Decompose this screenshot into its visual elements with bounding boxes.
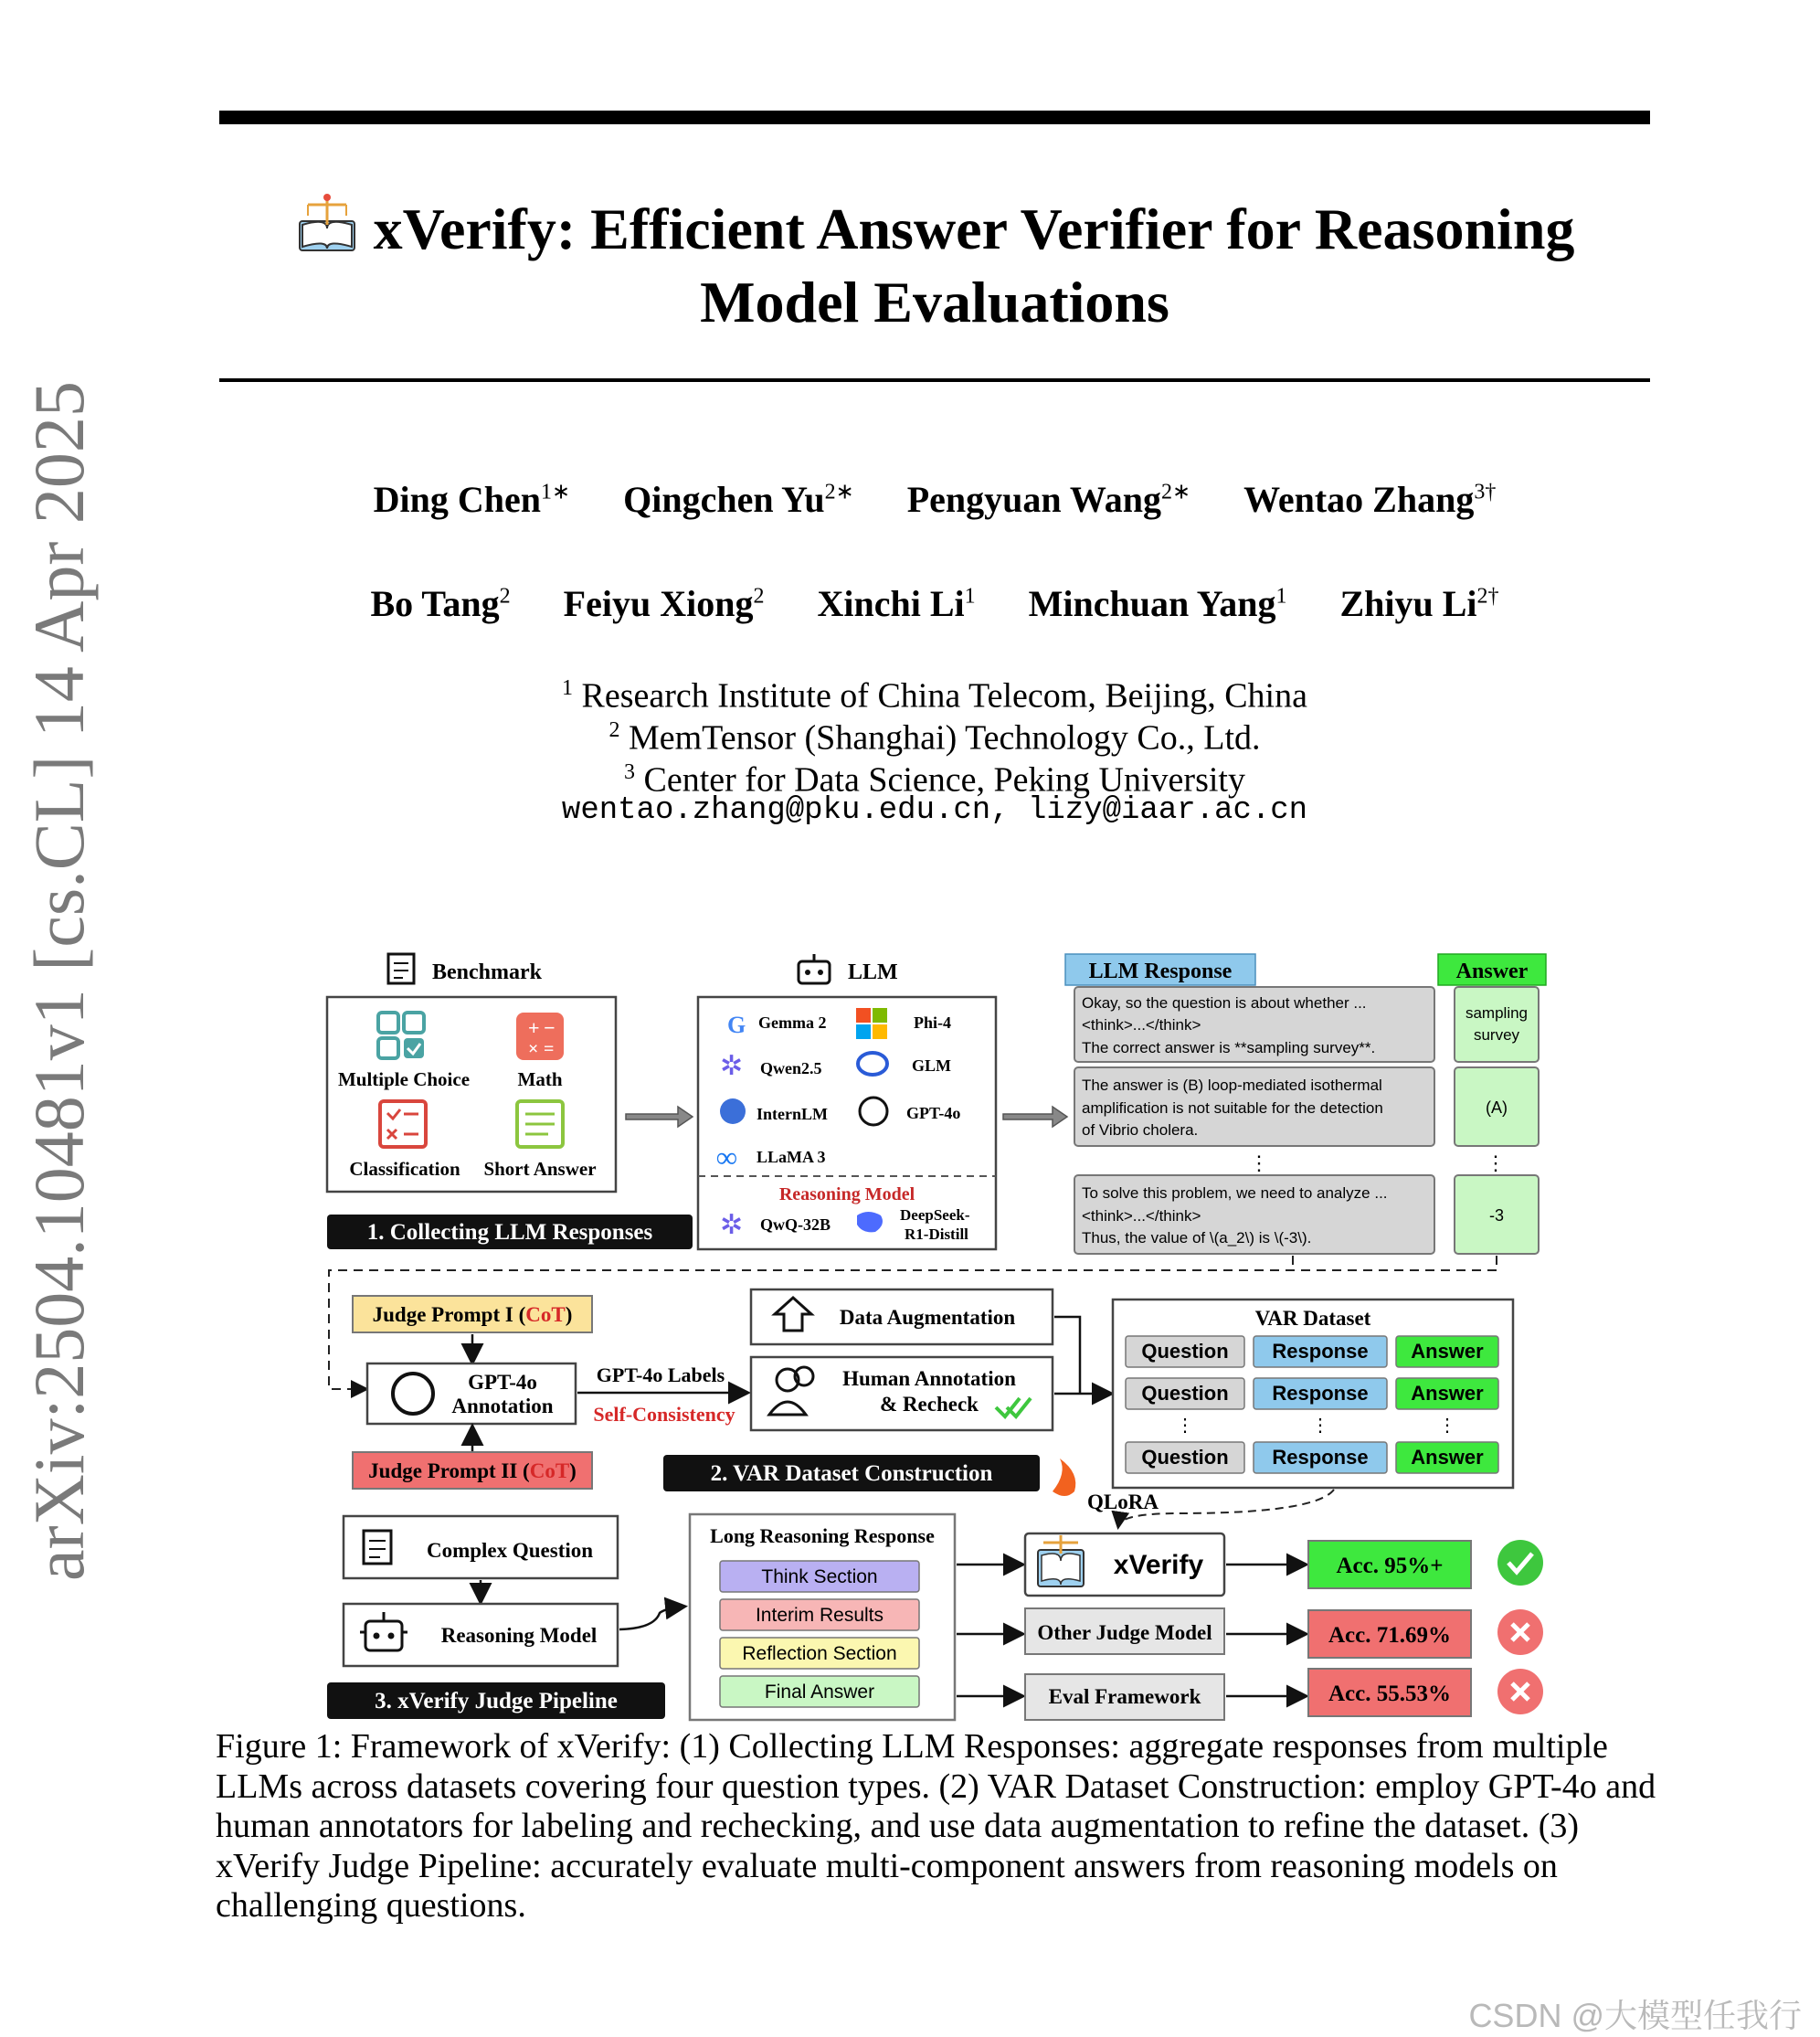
accuracy-xverify: Acc. 95%+ [1336,1554,1444,1578]
meta-icon: ∞ [716,1141,737,1173]
llm-deepseek-2: R1-Distill [905,1225,968,1243]
fire-icon [1053,1459,1075,1496]
qlora-label: QLoRA [1087,1491,1159,1513]
judge-xverify: xVerify [1113,1550,1204,1580]
llm-header: LLM [848,960,898,984]
svg-text:Answer: Answer [1411,1340,1484,1363]
benchmark-icon [388,954,414,983]
svg-text:-3: -3 [1488,1206,1505,1225]
reasoning-model: Reasoning Model [440,1624,598,1647]
benchmark-classification: Classification [349,1158,460,1180]
affiliation: $^2$ MemTensor (Shanghai) Technology Co., Ltd. [608,718,1261,758]
llm-internlm: InternLM [757,1105,828,1123]
author: Qingchen $Yu^{2∗}$ [623,479,854,520]
svg-text:Response: Response [1272,1340,1369,1363]
answer-ellipsis: ⋮ [1486,1151,1506,1174]
svg-text:(A): (A) [1486,1098,1508,1117]
response-row [1074,987,1539,1062]
judge-prompt-1: Judge Prompt I (CoT) [372,1303,573,1326]
svg-text:of Vibrio cholera.: of Vibrio cholera. [1082,1121,1199,1139]
svg-text:=: = [544,1039,555,1059]
svg-text:The answer is (B) loop-mediate: The answer is (B) loop-mediated isothermal [1082,1077,1382,1094]
llm-gemma: Gemma 2 [758,1013,827,1032]
svg-text:+: + [528,1016,540,1039]
llm-gpt4o: GPT-4o [906,1104,961,1122]
svg-text:Answer: Answer [1411,1446,1484,1469]
author: Pengyuan Wang$^{2∗}$ [906,479,1191,520]
complex-question: Complex Question [426,1539,594,1562]
author: Zhiyu $Li^{2\dagger}$ [1339,583,1499,624]
svg-text:<think>...</think>: <think>...</think> [1082,1207,1201,1225]
data-augmentation: Data Augmentation [839,1306,1016,1329]
title-line-2: Model Evaluations [700,270,1169,334]
gpt-annotation-line-1: GPT-4o [468,1371,537,1394]
author: Bo Tang$^2$ [370,583,511,624]
gpt-annotation-line-2: Annotation [451,1395,554,1417]
var-ellipsis: ⋮ [1311,1416,1329,1436]
svg-text:To solve this problem, we need: To solve this problem, we need to analyze ... [1082,1184,1388,1202]
qwen-icon: ✲ [720,1051,744,1081]
author: Feiyu Xiong$^2$ [563,583,765,624]
llm-response-header: LLM Response [1088,960,1233,983]
figure-caption: Figure 1: Framework of xVerify: (1) Collecting LLM Responses: aggregate responses from multiple LLMs across datasets covering four question types. (2) VAR Dataset Construction: employ GPT-4o and human annotators for labeling and rechecking, and use data augmentation to refine the dataset. (3) xVerify Judge Pipeline: accurately evaluate multi-component answers from reasoning models on challenging questions. [216,1727,1656,1925]
cross-icon [1497,1669,1543,1714]
var-dataset-title: VAR Dataset [1254,1307,1371,1330]
benchmark-multiple-choice: Multiple Choice [337,1068,471,1090]
google-icon: G [727,1012,746,1038]
long-response-title: Long Reasoning Response [710,1524,935,1547]
internlm-icon [720,1098,746,1124]
svg-text:×: × [528,1039,539,1059]
cross-icon [1497,1609,1543,1655]
section-think: Think Section [761,1566,878,1587]
svg-text:The correct answer is **sampl: The correct answer is **sampling survey**. [1082,1039,1376,1056]
arrow-icon [619,1607,683,1629]
title-line-1: xVerify: Efficient Answer Verifier for Reasoning [373,196,1575,261]
arrow-icon [1054,1317,1110,1394]
svg-text:Question: Question [1141,1340,1229,1363]
benchmark-math: Math [517,1068,563,1090]
var-row [1126,1442,1498,1473]
svg-text:Response: Response [1272,1382,1369,1405]
response-row [1074,1175,1539,1254]
var-row [1126,1378,1498,1409]
judge-eval-framework: Eval Framework [1048,1685,1201,1708]
svg-text:Question: Question [1141,1382,1229,1405]
stage-1-label: 1. Collecting LLM Responses [366,1220,653,1245]
var-ellipsis: ⋮ [1438,1416,1456,1436]
svg-text:Answer: Answer [1411,1382,1484,1405]
section-interim: Interim Results [755,1605,884,1626]
author: Xinchi Li$^1$ [817,583,976,624]
affiliation: $^3$ Center for Data Science, Peking University [624,760,1245,800]
svg-text:survey: survey [1473,1026,1520,1044]
accuracy-other-judge: Acc. 71.69% [1328,1623,1451,1648]
self-consistency: Self-Consistency [593,1403,735,1426]
svg-text:−: − [544,1016,556,1039]
reasoning-model-title: Reasoning Model [778,1184,915,1204]
var-ellipsis: ⋮ [1176,1416,1194,1436]
svg-text:sampling: sampling [1465,1004,1529,1022]
watermark: CSDN @大模型任我行 [1468,1997,1802,2034]
author: Wentao Zhang$^{3\dagger}$ [1243,479,1497,520]
math-icon [516,1013,564,1060]
svg-text:amplification is not suitable: amplification is not suitable for the detection [1082,1099,1383,1117]
arxiv-stamp: arXiv:2504.10481v1 [cs.CL] 14 Apr 2025 [19,381,99,1581]
arrow-icon [1003,1107,1067,1127]
svg-text:Response: Response [1272,1446,1369,1469]
stage-3-label: 3. xVerify Judge Pipeline [375,1689,618,1713]
llm-phi: Phi-4 [914,1013,952,1032]
svg-text:Thus, the value of \(a_2\) is: Thus, the value of \(a_2\) is \(-3\). [1082,1229,1312,1247]
response-row [1074,1067,1539,1146]
human-annotation-line-1: Human Annotation [842,1367,1016,1390]
answer-header: Answer [1455,960,1529,983]
llm-qwen: Qwen2.5 [760,1059,822,1077]
author: Minchuan Yang$^1$ [1028,583,1287,624]
author: Ding Chen$^{1∗}$ [373,479,571,520]
llm-deepseek-1: DeepSeek- [900,1206,970,1224]
qwq-icon: ✲ [720,1210,744,1240]
section-reflection: Reflection Section [742,1643,897,1664]
accuracy-eval-framework: Acc. 55.53% [1328,1682,1451,1706]
judge-prompt-2: Judge Prompt II (CoT) [368,1459,577,1482]
llm-qwq: QwQ-32B [760,1215,831,1234]
llm-llama: LLaMA 3 [757,1148,826,1166]
gpt-labels: GPT-4o Labels [596,1363,725,1386]
check-icon [1497,1540,1543,1586]
judge-other-model: Other Judge Model [1037,1621,1212,1644]
human-annotation-line-2: & Recheck [880,1393,979,1416]
stage-2-label: 2. VAR Dataset Construction [710,1461,993,1486]
affiliation: $^1$ Research Institute of China Telecom, Beijing, China [562,676,1307,716]
llm-glm: GLM [912,1056,951,1075]
svg-text:<think>...</think>: <think>...</think> [1082,1016,1201,1034]
svg-text:Okay, so the question is about: Okay, so the question is about whether ... [1082,994,1367,1012]
benchmark-short-answer: Short Answer [483,1158,597,1180]
response-ellipsis: ⋮ [1249,1151,1269,1174]
benchmark-header: Benchmark [432,960,542,984]
author-emails[interactable]: wentao.zhang@pku.edu.cn, lizy@iaar.ac.cn [561,793,1308,828]
robot-icon [799,954,830,983]
section-final-answer: Final Answer [764,1682,875,1703]
var-row [1126,1336,1498,1367]
svg-text:Question: Question [1141,1446,1229,1469]
arrow-icon [626,1107,693,1127]
scale-book-icon [1038,1535,1084,1586]
